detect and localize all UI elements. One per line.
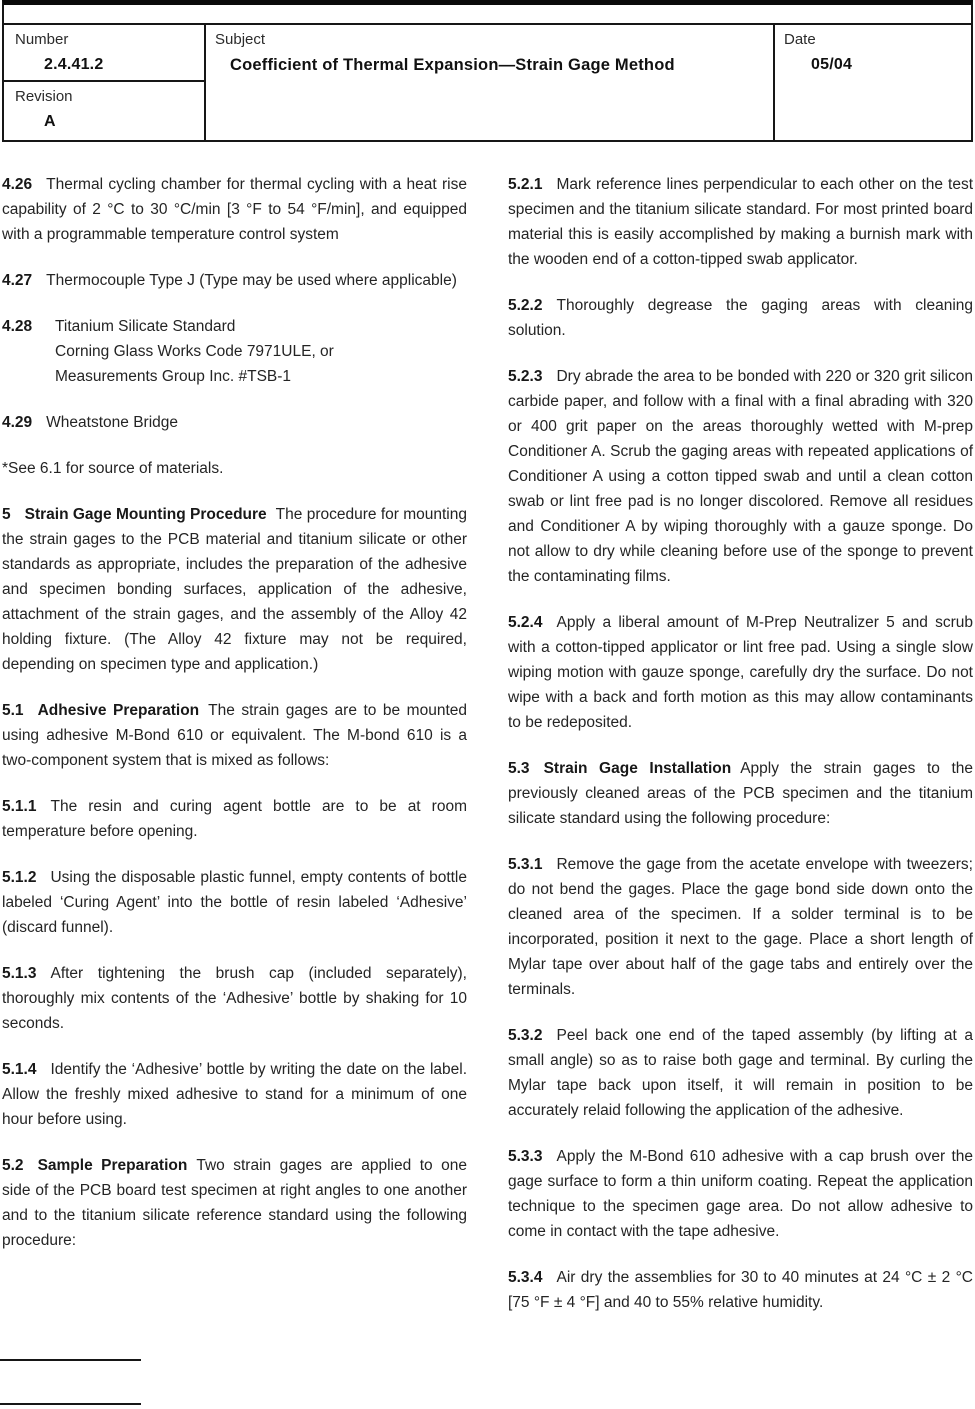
section-paragraph-5-3-4: [508, 1265, 973, 1315]
paragraph-text: Dry abrade the area to be bonded with 220 or 320 grit silicon carbide paper, and follow with a final with a final abrading with 320 or 400 grit paper on the areas thoroughly wetted with M-prep Conditioner A. Scrub the gaging areas with repeated applications of Conditioner A using a cotton tipped swab and until a clean cotton swab or lint free pad is no longer discolored. Remove all residues and Conditioner A by wiping thoroughly with a gauze sponge. Do not allow to dry while cleaning before use of the sponge to prevent the contaminating films.: [508, 368, 973, 585]
section-number: 4.28: [2, 318, 33, 335]
section-paragraph-5-2-3: [508, 364, 973, 589]
section-paragraph-5-2-4: [508, 610, 973, 735]
paragraph-text: Wheatstone Bridge: [46, 414, 178, 431]
date-value: 05/04: [811, 56, 853, 73]
paragraph-text: Apply the M-Bond 610 adhesive with a cap brush over the gage surface to form a thin uniform coating. Repeat the application technique to the specimen gage area. Do not allow adhesive to come in contact with the tape adhesive.: [508, 1148, 973, 1240]
section-heading: Sample Preparation: [37, 1157, 188, 1174]
paragraph-subline: Measurements Group Inc. #TSB-1: [55, 368, 292, 385]
number-label: Number: [15, 31, 69, 48]
footnote-rule: [0, 1403, 141, 1405]
date-label: Date: [784, 31, 816, 48]
section-paragraph-5-1-1: [2, 794, 467, 844]
subject-value: Coefficient of Thermal Expansion—Strain Gage Method: [230, 56, 675, 74]
section-number: 5.1.4: [2, 1061, 37, 1078]
number-cell: [4, 25, 204, 82]
left-column: [2, 172, 467, 1336]
section-paragraph-5-3-3: [508, 1144, 973, 1244]
number-value: 2.4.41.2: [44, 56, 104, 73]
header-main-row: [4, 25, 971, 140]
section-paragraph-4-27: [2, 268, 467, 293]
paragraph-text: Air dry the assemblies for 30 to 40 minutes at 24 °C ± 2 °C [75 °F ± 4 °F] and 40 to 55% relative humidity.: [508, 1269, 973, 1311]
section-paragraph-5-1: [2, 698, 467, 773]
section-number: 5.3: [508, 760, 530, 777]
paragraph-text: Remove the gage from the acetate envelope with tweezers; do not bend the gages. Place the gage bond side down onto the cleaned area of the specimen. If a solder terminal is to be incorporated, position it next to the gage. Place a short length of Mylar tape over about half of the gage tabs and entirely over the terminals.: [508, 856, 973, 998]
section-paragraph-4-29: [2, 410, 467, 435]
section-paragraph-5-3-2: [508, 1023, 973, 1123]
header-top-strip: [4, 5, 971, 25]
paragraph-text: *See 6.1 for source of materials.: [2, 460, 224, 477]
section-number: 5.1.3: [2, 965, 37, 982]
footnote-rule: [0, 1359, 141, 1361]
section-number: 5: [2, 506, 11, 523]
section-number: 5.3.2: [508, 1027, 543, 1044]
section-number: 5.3.4: [508, 1269, 543, 1286]
section-paragraph-5-3: [508, 756, 973, 831]
revision-label: Revision: [15, 88, 73, 105]
body-columns: [2, 172, 973, 1336]
paragraph-text: Mark reference lines perpendicular to each other on the test specimen and the titanium silicate standard. For most printed board material this is easily accomplished by making a burnish mark with the wooden end of a cotton-tipped swab applicator.: [508, 176, 973, 268]
header-number-revision-column: [4, 25, 206, 140]
paragraph-text: The strain gages are to be mounted using adhesive M-Bond 610 or equivalent. The M-bond 610 is a two-component system that is mixed as follows:: [2, 702, 467, 769]
subject-label: Subject: [215, 31, 266, 48]
section-paragraph-4-26: [2, 172, 467, 247]
section-paragraph-5-1-4: [2, 1057, 467, 1132]
section-number: 5.2.3: [508, 368, 543, 385]
section-number: 5.3.1: [508, 856, 543, 873]
paragraph-text: Thermocouple Type J (Type may be used where applicable): [46, 272, 457, 289]
paragraph-text: Thoroughly degrease the gaging areas with cleaning solution.: [508, 297, 973, 339]
section-paragraph-5-3-1: [508, 852, 973, 1002]
section-paragraph-5-2-2: [508, 293, 973, 343]
paragraph-subline: Corning Glass Works Code 7971ULE, or: [55, 343, 334, 360]
paragraph-text: The procedure for mounting the strain gages to the PCB material and titanium silicate or other standards as appropriate, includes the preparation of the adhesive and specimen bonding surfaces, application of the adhesive, attachment of the strain gages, and the assembly of the Alloy 42 holding fixture. (The Alloy 42 fixture may not be required, depending on specimen type and application.): [2, 506, 467, 673]
date-cell: [773, 25, 971, 140]
section-paragraph-5-1-2: [2, 865, 467, 940]
section-number: 5.1.2: [2, 869, 37, 886]
section-heading: Adhesive Preparation: [37, 702, 200, 719]
section-number: 5.1: [2, 702, 24, 719]
paragraph-text: Using the disposable plastic funnel, empty contents of bottle labeled ‘Curing Agent’ into the bottle of resin labeled ‘Adhesive’ (discard funnel).: [2, 869, 467, 936]
paragraph-text: The resin and curing agent bottle are to be at room temperature before opening.: [2, 798, 467, 840]
paragraph-text: Identify the ‘Adhesive’ bottle by writing the date on the label. Allow the freshly mixed adhesive to stand for a minimum of one hour before using.: [2, 1061, 467, 1128]
section-paragraph-5-1-3: [2, 961, 467, 1036]
section-number: 5.2.1: [508, 176, 543, 193]
section-number: 5.1.1: [2, 798, 37, 815]
section-paragraph-5-2-1: [508, 172, 973, 272]
section-number: 5.3.3: [508, 1148, 543, 1165]
paragraph-text: Titanium Silicate Standard: [55, 318, 236, 335]
paragraph-text: After tightening the brush cap (included separately), thoroughly mix contents of the ‘Adhesive’ bottle by shaking for 10 seconds.: [2, 965, 467, 1032]
section-number: 5.2: [2, 1157, 24, 1174]
revision-cell: [4, 82, 204, 140]
section-number: 4.27: [2, 272, 33, 289]
section-paragraph-5: [2, 502, 467, 677]
paragraph-text: Peel back one end of the taped assembly (by lifting at a small angle) so as to raise both gage and terminal. By curling the Mylar tape back upon itself, it will remain in position to be accurately relaid following the application of the adhesive.: [508, 1027, 973, 1119]
right-column: [508, 172, 973, 1336]
document-header-table: [2, 0, 973, 142]
section-paragraph-4-28: [2, 314, 467, 389]
section-number: 5.2.2: [508, 297, 543, 314]
subject-cell: [206, 25, 773, 140]
section-number: 5.2.4: [508, 614, 543, 631]
section-heading: Strain Gage Installation: [543, 760, 732, 777]
paragraph-text: Thermal cycling chamber for thermal cycling with a heat rise capability of 2 °C to 30 °C/min [3 °F to 54 °F/min], and equipped with a programmable temperature control system: [2, 176, 467, 243]
section-number: 4.29: [2, 414, 33, 431]
section-number: 4.26: [2, 176, 33, 193]
paragraph-text: Apply the strain gages to the previously cleaned areas of the PCB specimen and the titanium silicate standard using the following procedure:: [508, 760, 973, 827]
section-heading: Strain Gage Mounting Procedure: [24, 506, 267, 523]
revision-value: A: [44, 113, 56, 130]
materials-source-note: [2, 456, 467, 481]
section-paragraph-5-2: [2, 1153, 467, 1253]
paragraph-text: Two strain gages are applied to one side of the PCB board test specimen at right angles to one another and to the titanium silicate reference standard using the following procedure:: [2, 1157, 468, 1249]
paragraph-text: Apply a liberal amount of M-Prep Neutralizer 5 and scrub with a cotton-tipped applicator or lint free pad. Using a single slow wiping motion with gauze sponge, carefully dry the surface. Do not wipe with a back and forth motion as this may allow contaminants to be redeposited.: [508, 614, 973, 731]
